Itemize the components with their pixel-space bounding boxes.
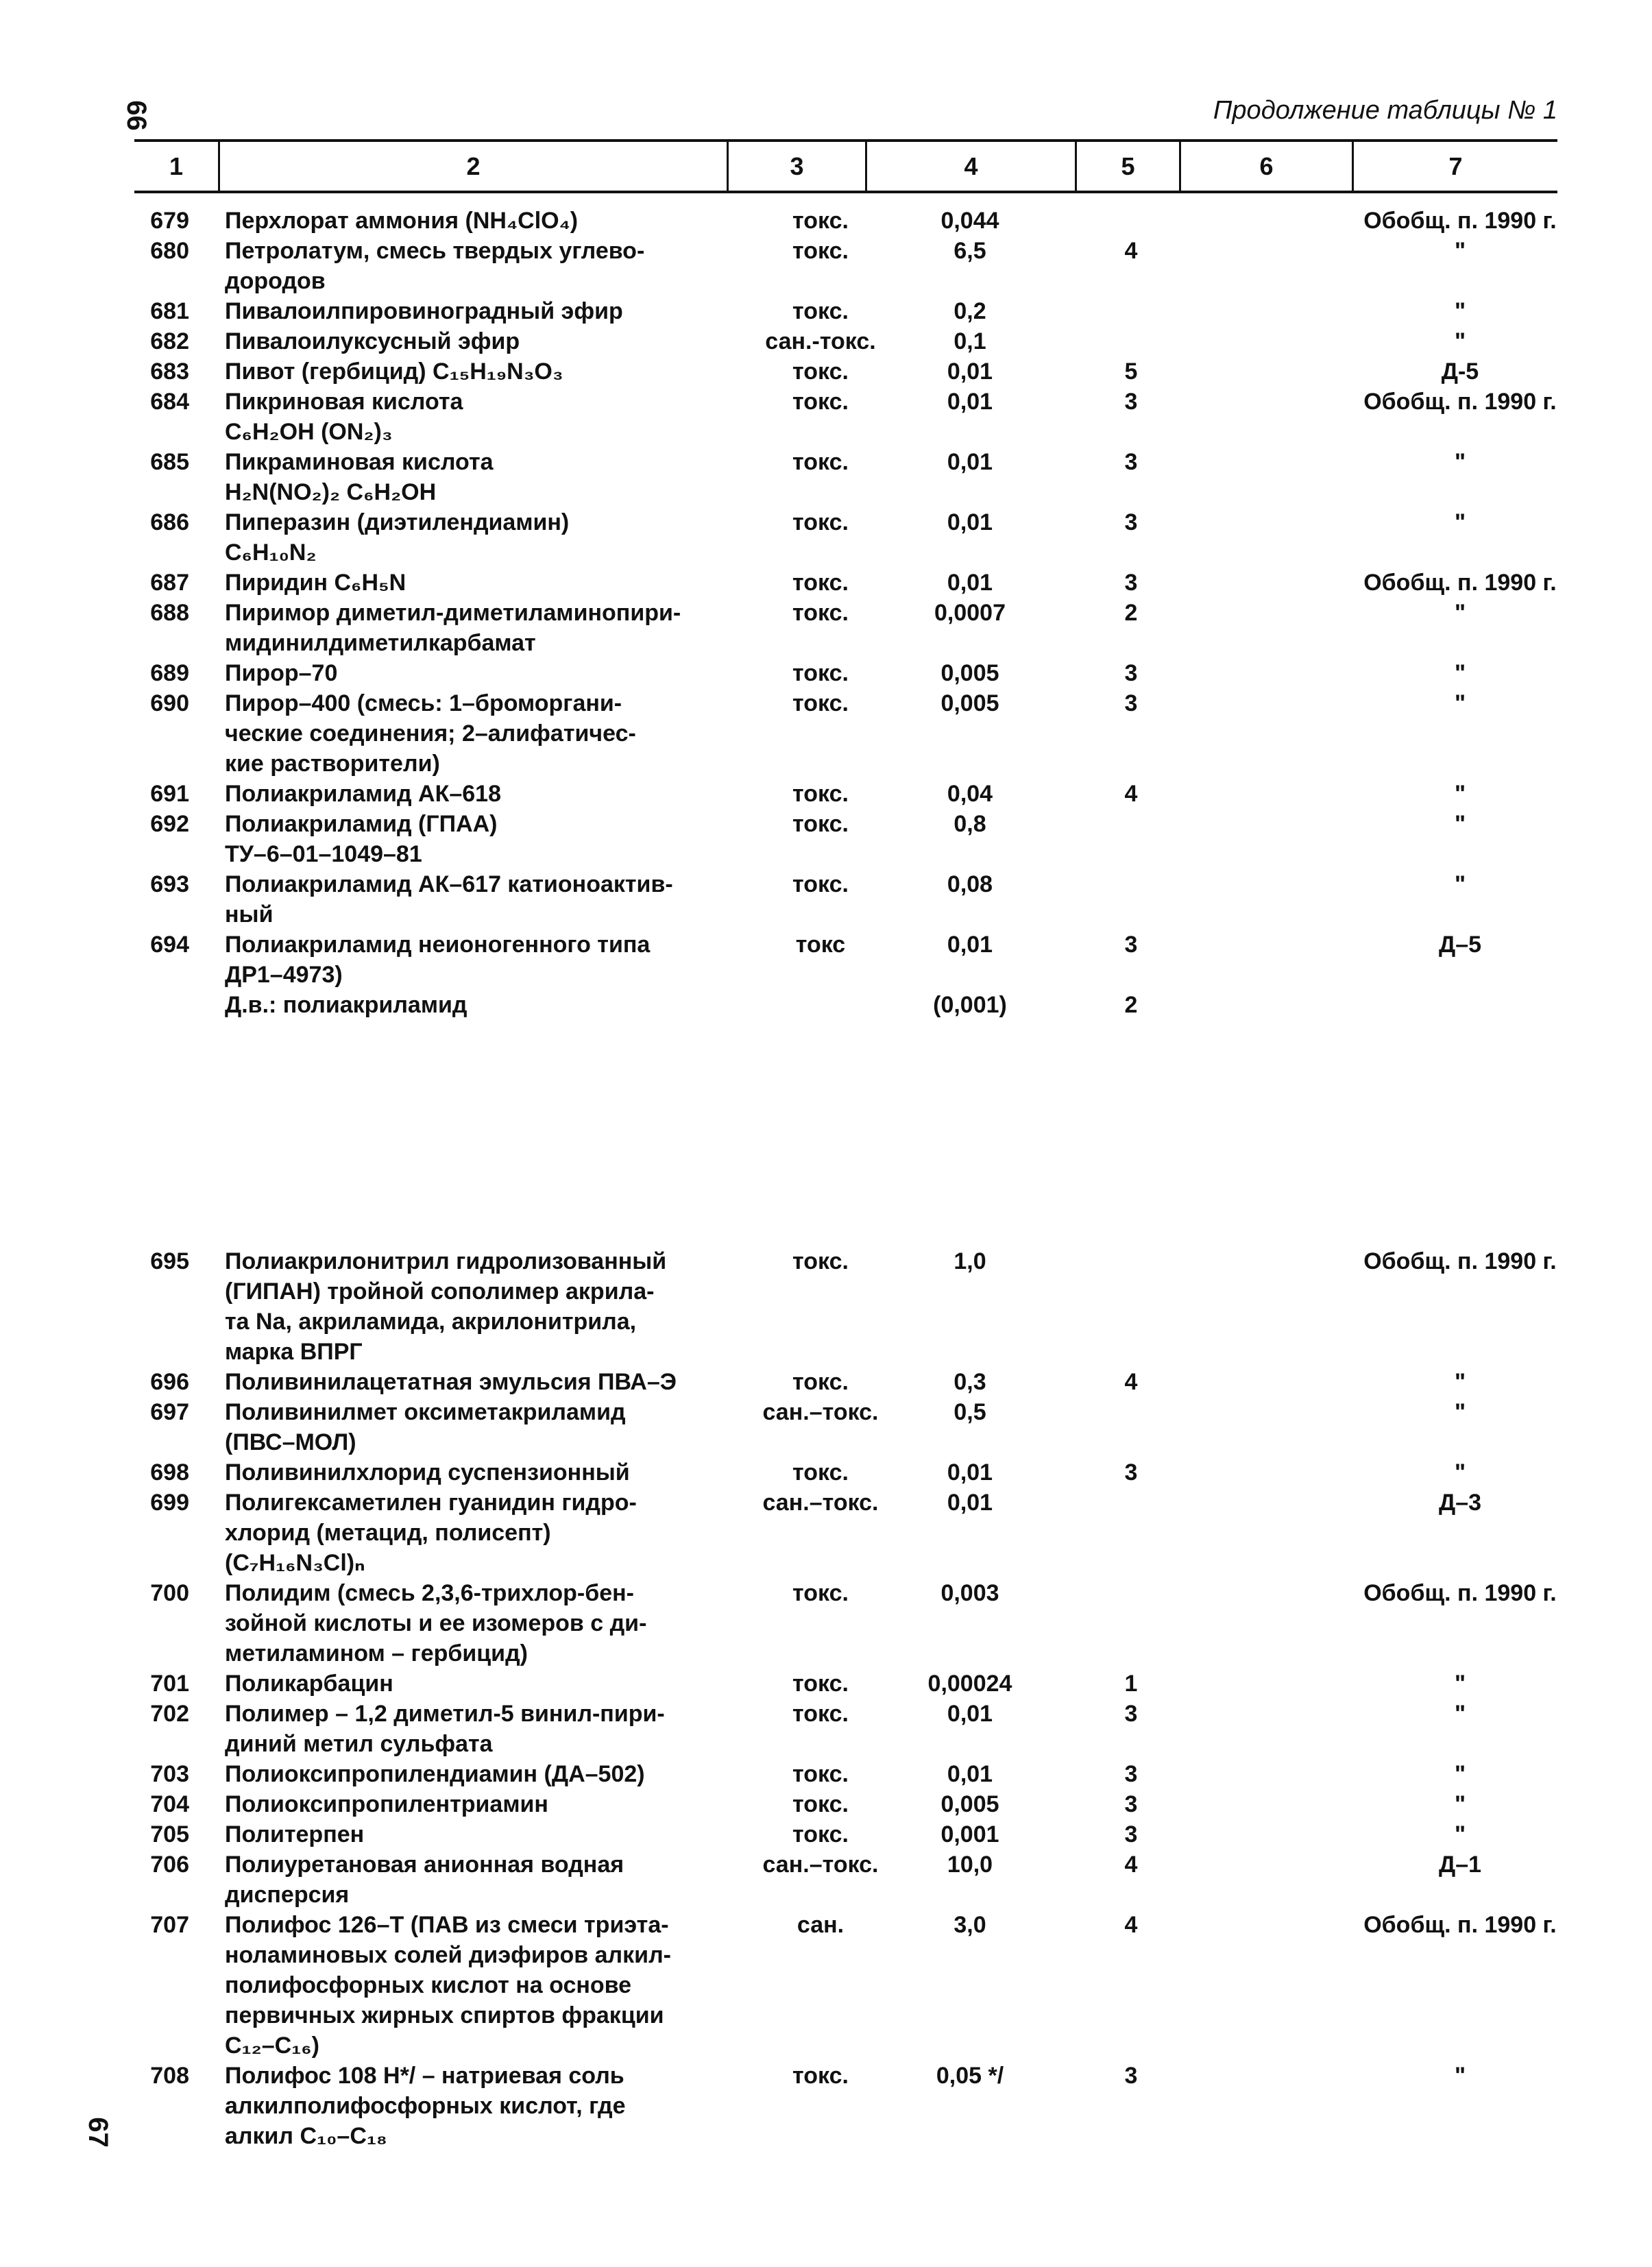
row-class: 3 — [1124, 660, 1138, 686]
row-note: Д-5 — [1441, 359, 1479, 385]
row-number: 694 — [150, 932, 189, 958]
row-substance-name — [225, 1246, 713, 1367]
row-hazard: токс. — [792, 690, 849, 716]
row-number: 680 — [150, 238, 189, 264]
row-substance-name — [225, 658, 713, 688]
row-class: 3 — [1124, 389, 1138, 415]
row-substance-name — [225, 809, 713, 869]
row-hazard: токс. — [792, 570, 849, 596]
row-note: " — [1454, 1459, 1466, 1486]
row-hazard: токс. — [792, 208, 849, 234]
row-hazard: токс. — [792, 2063, 849, 2089]
row-substance-name — [225, 447, 713, 507]
row-hazard: сан.–токс. — [762, 1399, 879, 1425]
substance-name-line: Пикриновая кислота — [225, 389, 463, 415]
row-hazard: токс. — [792, 1821, 849, 1847]
row-hazard: токс. — [792, 600, 849, 626]
row-value: 0,3 — [953, 1369, 986, 1395]
row-substance-name — [225, 326, 713, 356]
row-class: 3 — [1124, 1701, 1138, 1727]
substance-name-line: первичных жирных спиртов фракции — [225, 2002, 664, 2028]
row-substance-name — [225, 568, 713, 598]
header-col-6: 6 — [1259, 152, 1274, 180]
substance-name-line: диний метил сульфата — [225, 1731, 493, 1757]
row-number: 688 — [150, 600, 189, 626]
row-value: 0,044 — [940, 208, 999, 234]
row-value: 0,01 — [947, 1761, 993, 1787]
substance-name-line: метиламином – гербицид) — [225, 1640, 528, 1666]
row-note: " — [1454, 871, 1466, 897]
row-note: " — [1454, 690, 1466, 716]
row-note: " — [1454, 509, 1466, 535]
row-value: 0,005 — [940, 1791, 999, 1817]
row-note: " — [1454, 449, 1466, 475]
row-hazard: токс. — [792, 1369, 849, 1395]
row-class: 3 — [1124, 1459, 1138, 1486]
table-continuation-label: Продолжение таблицы № 1 — [1213, 96, 1557, 125]
row-hazard: токс. — [792, 660, 849, 686]
row-note: Обобщ. п. 1990 г. — [1363, 1912, 1557, 1938]
row-hazard: токс — [795, 932, 846, 958]
substance-name-line: Пивалоилпировиноградный эфир — [225, 298, 623, 324]
substance-name-line: Перхлорат аммония (NH₄ClO₄) — [225, 208, 579, 234]
row-value: 0,005 — [940, 690, 999, 716]
substance-name-line: Поливинилацетатная эмульсия ПВА–Э — [225, 1369, 677, 1395]
substance-name-line: та Na, акриламида, акрилонитрила, — [225, 1309, 637, 1335]
row-number: 705 — [150, 1821, 189, 1847]
row-note: Д–5 — [1438, 932, 1482, 958]
row-class: 3 — [1124, 932, 1138, 958]
row-note: " — [1454, 328, 1466, 354]
row-hazard: токс. — [792, 1580, 849, 1606]
header-col-7: 7 — [1448, 152, 1463, 180]
substance-name-line: Пивалоилуксусный эфир — [225, 328, 520, 354]
row-class: 3 — [1124, 1791, 1138, 1817]
row-class: 4 — [1124, 781, 1138, 807]
row-substance-name — [225, 990, 713, 1020]
row-value: 0,08 — [947, 871, 993, 897]
header-col-4: 4 — [964, 152, 978, 180]
row-note: Обобщ. п. 1990 г. — [1363, 389, 1557, 415]
row-value: 0,2 — [953, 298, 986, 324]
row-value: 0,01 — [947, 1701, 993, 1727]
substance-name-line: зойной кислоты и ее изомеров с ди- — [225, 1610, 647, 1636]
row-number: 699 — [150, 1490, 189, 1516]
substance-name-line: Полидим (смесь 2,3,6-трихлор-бен- — [225, 1580, 634, 1606]
header-col-2: 2 — [466, 152, 481, 180]
row-value: 10,0 — [947, 1852, 993, 1878]
header-top-rule — [134, 139, 1557, 142]
row-hazard: токс. — [792, 1761, 849, 1787]
row-hazard: токс. — [792, 1671, 849, 1697]
row-class: 4 — [1124, 1369, 1138, 1395]
substance-name-line: Полиоксипропилендиамин (ДА–502) — [225, 1761, 645, 1787]
row-value: 0,01 — [947, 389, 993, 415]
row-value: 0,005 — [940, 660, 999, 686]
row-hazard: токс. — [792, 871, 849, 897]
substance-name-line: Пивот (гербицид) C₁₅H₁₉N₃O₃ — [225, 359, 563, 385]
page-number-top: 66 — [121, 100, 151, 131]
row-value: 0,00024 — [927, 1671, 1012, 1697]
substance-name-line: Пиперазин (диэтилендиамин) — [225, 509, 570, 535]
substance-name-line: C₆H₁₀N₂ — [225, 540, 317, 566]
row-substance-name — [225, 507, 713, 568]
row-class: 3 — [1124, 570, 1138, 596]
page-number-bottom: 67 — [82, 2117, 113, 2148]
row-note: Обобщ. п. 1990 г. — [1363, 208, 1557, 234]
row-note: " — [1454, 238, 1466, 264]
substance-name-line: Политерпен — [225, 1821, 365, 1847]
substance-name-line: Пиримор диметил-диметиламинопири- — [225, 600, 681, 626]
row-substance-name — [225, 2061, 713, 2151]
row-number: 690 — [150, 690, 189, 716]
header-col-1: 1 — [169, 152, 184, 180]
row-number: 691 — [150, 781, 189, 807]
row-hazard: сан. — [797, 1912, 845, 1938]
row-number: 685 — [150, 449, 189, 475]
row-value: 0,001 — [940, 1821, 999, 1847]
row-note: Обобщ. п. 1990 г. — [1363, 570, 1557, 596]
row-class: 2 — [1124, 992, 1138, 1018]
row-class: 3 — [1124, 509, 1138, 535]
row-number: 701 — [150, 1671, 189, 1697]
row-value: 0,01 — [947, 449, 993, 475]
row-value: 1,0 — [953, 1248, 986, 1274]
substance-name-line: (ГИПАН) тройной сополимер акрила- — [225, 1278, 655, 1305]
row-value: 3,0 — [953, 1912, 986, 1938]
row-substance-name — [225, 1578, 713, 1669]
row-substance-name — [225, 1759, 713, 1789]
row-number: 696 — [150, 1369, 189, 1395]
row-substance-name — [225, 236, 713, 296]
row-hazard: сан.–токс. — [762, 1852, 879, 1878]
row-substance-name — [225, 779, 713, 809]
row-note: " — [1454, 1399, 1466, 1425]
row-value: 0,1 — [953, 328, 986, 354]
substance-name-line: ТУ–6–01–1049–81 — [225, 841, 422, 867]
substance-name-line: кие растворители) — [225, 751, 440, 777]
substance-name-line: Пирор–400 (смесь: 1–броморгани- — [225, 690, 622, 716]
row-number: 703 — [150, 1761, 189, 1787]
row-number: 682 — [150, 328, 189, 354]
row-value: 0,04 — [947, 781, 993, 807]
row-substance-name — [225, 1669, 713, 1699]
row-hazard: токс. — [792, 1459, 849, 1486]
row-substance-name — [225, 1699, 713, 1759]
substance-name-line: Полиуретановая анионная водная — [225, 1852, 624, 1878]
row-hazard: токс. — [792, 811, 849, 837]
row-note: " — [1454, 600, 1466, 626]
row-number: 708 — [150, 2063, 189, 2089]
row-class: 3 — [1124, 1821, 1138, 1847]
row-value: 0,01 — [947, 1490, 993, 1516]
row-note: " — [1454, 660, 1466, 686]
row-substance-name — [225, 1910, 713, 2061]
row-number: 683 — [150, 359, 189, 385]
row-number: 681 — [150, 298, 189, 324]
row-hazard: токс. — [792, 781, 849, 807]
substance-name-line: Пирор–70 — [225, 660, 338, 686]
row-substance-name — [225, 598, 713, 658]
substance-name-line: Пикраминовая кислота — [225, 449, 494, 475]
row-note: Д–1 — [1438, 1852, 1482, 1878]
row-note: " — [1454, 1791, 1466, 1817]
substance-name-line: дородов — [225, 268, 326, 294]
row-note: Обобщ. п. 1990 г. — [1363, 1580, 1557, 1606]
row-value: (0,001) — [933, 992, 1007, 1018]
row-number: 698 — [150, 1459, 189, 1486]
row-note: " — [1454, 1761, 1466, 1787]
substance-name-line: Пиридин C₆H₅N — [225, 570, 406, 596]
row-substance-name — [225, 356, 713, 387]
substance-name-line: марка ВПРГ — [225, 1339, 363, 1365]
substance-name-line: (C₇H₁₆N₃Cl)ₙ — [225, 1550, 365, 1576]
row-number: 684 — [150, 389, 189, 415]
substance-name-line: C₁₂–C₁₆) — [225, 2033, 320, 2059]
row-note: " — [1454, 298, 1466, 324]
row-substance-name — [225, 1850, 713, 1910]
row-class: 3 — [1124, 2063, 1138, 2089]
substance-name-line: дисперсия — [225, 1882, 350, 1908]
substance-name-line: хлорид (метацид, полисепт) — [225, 1520, 551, 1546]
substance-name-line: Полифос 108 Н*/ – натриевая соль — [225, 2063, 624, 2089]
row-class: 3 — [1124, 449, 1138, 475]
row-number: 695 — [150, 1248, 189, 1274]
row-number: 707 — [150, 1912, 189, 1938]
substance-name-line: Д.в.: полиакриламид — [225, 992, 467, 1018]
substance-name-line: Полиоксипропилентриамин — [225, 1791, 548, 1817]
row-substance-name — [225, 930, 713, 990]
row-number: 692 — [150, 811, 189, 837]
substance-name-line: Полимер – 1,2 диметил-5 винил-пири- — [225, 1701, 665, 1727]
row-note: " — [1454, 781, 1466, 807]
row-substance-name — [225, 1457, 713, 1488]
substance-name-line: алкил C₁₀–C₁₈ — [225, 2123, 387, 2149]
row-hazard: токс. — [792, 509, 849, 535]
row-note: " — [1454, 1671, 1466, 1697]
row-value: 0,01 — [947, 509, 993, 535]
row-hazard: сан.–токс. — [762, 1490, 879, 1516]
substance-name-line: полифосфорных кислот на основе — [225, 1972, 632, 1998]
row-number: 679 — [150, 208, 189, 234]
row-substance-name — [225, 1367, 713, 1397]
row-note: Обобщ. п. 1990 г. — [1363, 1248, 1557, 1274]
substance-name-line: Полиакриламид (ГПАА) — [225, 811, 498, 837]
substance-name-line: ный — [225, 901, 274, 928]
row-number: 700 — [150, 1580, 189, 1606]
row-number: 706 — [150, 1852, 189, 1878]
row-class: 1 — [1124, 1671, 1138, 1697]
row-number: 689 — [150, 660, 189, 686]
row-hazard: токс. — [792, 1701, 849, 1727]
substance-name-line: Петролатум, смесь твердых углево- — [225, 238, 645, 264]
substance-name-line: Поликарбацин — [225, 1671, 393, 1697]
row-value: 0,8 — [953, 811, 986, 837]
row-hazard: токс. — [792, 449, 849, 475]
row-hazard: токс. — [792, 1791, 849, 1817]
row-note: " — [1454, 2063, 1466, 2089]
row-value: 0,01 — [947, 570, 993, 596]
row-hazard: токс. — [792, 389, 849, 415]
row-hazard: сан.-токс. — [765, 328, 876, 354]
row-value: 0,003 — [940, 1580, 999, 1606]
row-substance-name — [225, 387, 713, 447]
row-class: 4 — [1124, 238, 1138, 264]
row-class: 4 — [1124, 1912, 1138, 1938]
header-bottom-rule — [134, 191, 1557, 193]
substance-name-line: H₂N(NO₂)₂ C₆H₂OH — [225, 479, 437, 505]
row-note: Д–3 — [1438, 1490, 1482, 1516]
substance-name-line: (ПВС–МОЛ) — [225, 1429, 356, 1455]
row-hazard: токс. — [792, 298, 849, 324]
header-col-5: 5 — [1121, 152, 1135, 180]
header-col-3: 3 — [790, 152, 804, 180]
row-hazard: токс. — [792, 1248, 849, 1274]
row-number: 686 — [150, 509, 189, 535]
row-note: " — [1454, 1369, 1466, 1395]
row-hazard: токс. — [792, 359, 849, 385]
row-number: 697 — [150, 1399, 189, 1425]
substance-name-line: Полиакрилонитрил гидролизованный — [225, 1248, 667, 1274]
row-value: 6,5 — [953, 238, 986, 264]
row-value: 0,01 — [947, 1459, 993, 1486]
row-substance-name — [225, 1397, 713, 1457]
row-substance-name — [225, 1488, 713, 1578]
row-substance-name — [225, 1789, 713, 1819]
substance-name-line: ческие соединения; 2–алифатичес- — [225, 720, 636, 747]
substance-name-line: Поливинилхлорид суспензионный — [225, 1459, 630, 1486]
row-note: " — [1454, 811, 1466, 837]
row-value: 0,05 */ — [936, 2063, 1004, 2089]
substance-name-line: ДР1–4973) — [225, 962, 343, 988]
substance-name-line: мидинилдиметилкарбамат — [225, 630, 536, 656]
row-substance-name — [225, 688, 713, 779]
row-substance-name — [225, 1819, 713, 1850]
row-value: 0,5 — [953, 1399, 986, 1425]
row-substance-name — [225, 869, 713, 930]
substance-name-line: Полиакриламид неионогенного типа — [225, 932, 651, 958]
row-note: " — [1454, 1821, 1466, 1847]
substance-name-line: Поливинилмет оксиметакриламид — [225, 1399, 626, 1425]
row-number: 704 — [150, 1791, 189, 1817]
substance-name-line: ноламиновых солей диэфиров алкил- — [225, 1942, 671, 1968]
substance-name-line: C₆H₂OH (ON₂)₃ — [225, 419, 393, 445]
row-number: 687 — [150, 570, 189, 596]
substance-name-line: Полифос 126–Т (ПАВ из смеси триэта- — [225, 1912, 669, 1938]
row-class: 5 — [1124, 359, 1138, 385]
row-number: 693 — [150, 871, 189, 897]
substance-name-line: алкилполифосфорных кислот, где — [225, 2093, 626, 2119]
row-number: 702 — [150, 1701, 189, 1727]
row-value: 0,01 — [947, 359, 993, 385]
row-hazard: токс. — [792, 238, 849, 264]
row-class: 3 — [1124, 690, 1138, 716]
substance-name-line: Полиакриламид АК–618 — [225, 781, 501, 807]
row-substance-name — [225, 206, 713, 236]
substance-name-line: Полиакриламид АК–617 катионоактив- — [225, 871, 673, 897]
substance-name-line: Полигексаметилен гуанидин гидро- — [225, 1490, 637, 1516]
row-substance-name — [225, 296, 713, 326]
row-value: 0,01 — [947, 932, 993, 958]
row-note: " — [1454, 1701, 1466, 1727]
row-class: 3 — [1124, 1761, 1138, 1787]
row-value: 0,0007 — [934, 600, 1006, 626]
row-class: 4 — [1124, 1852, 1138, 1878]
row-class: 2 — [1124, 600, 1138, 626]
